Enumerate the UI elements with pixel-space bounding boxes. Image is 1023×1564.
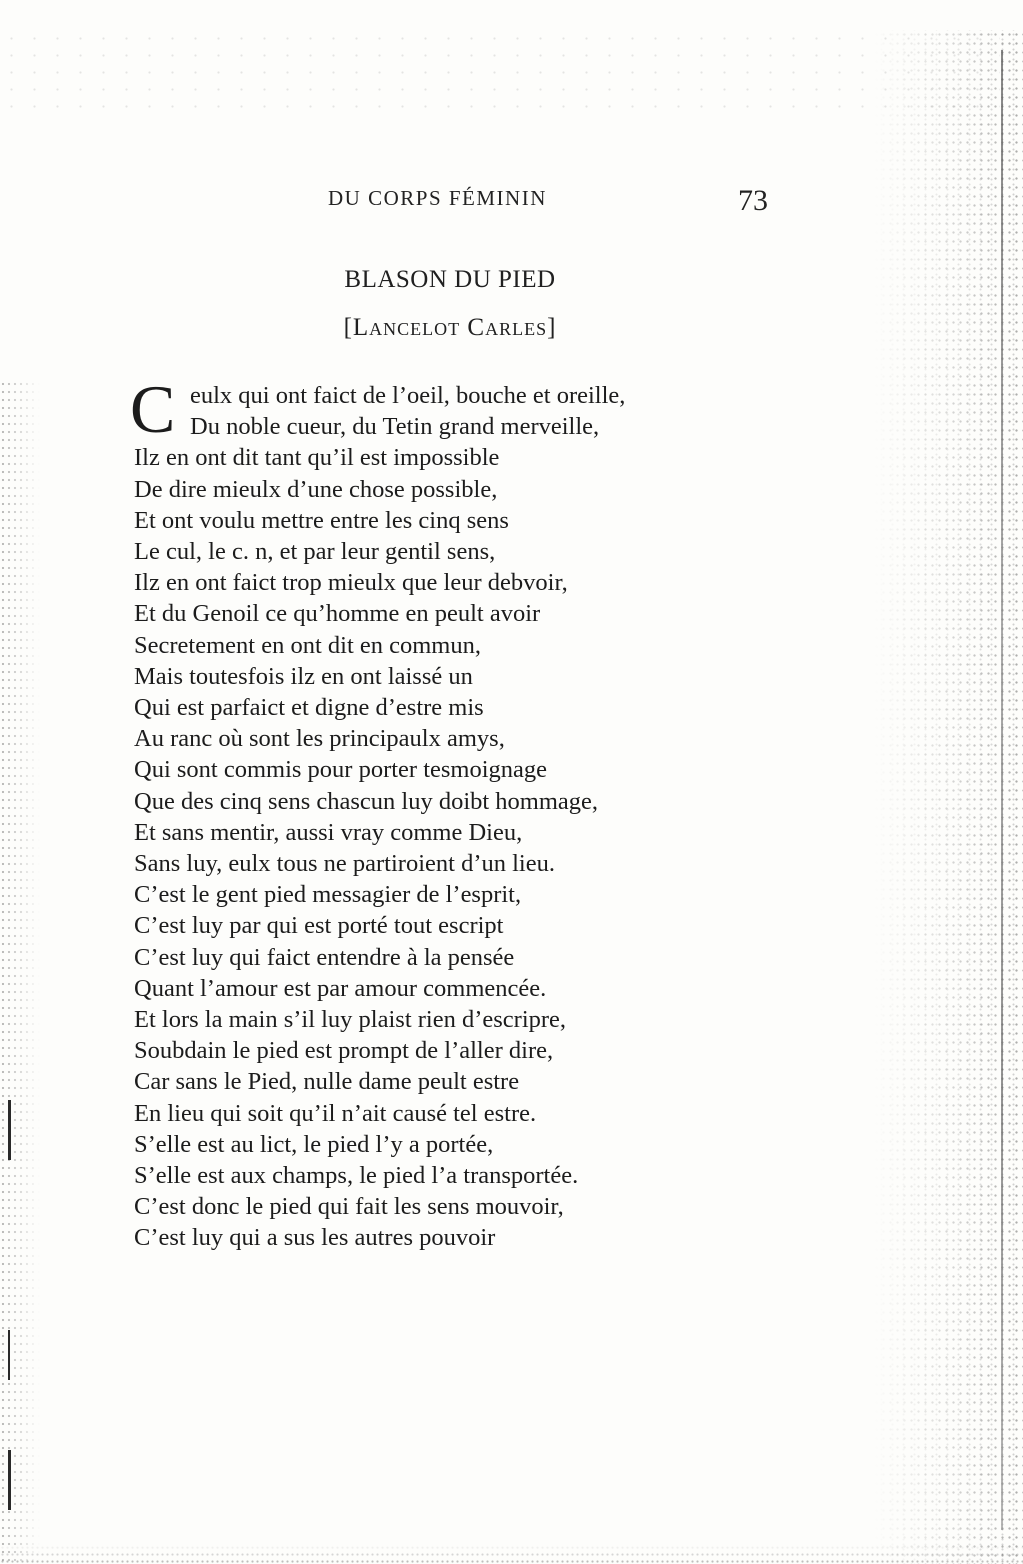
scan-noise-top xyxy=(0,30,1000,110)
poem-line: Secretement en ont dit en commun, xyxy=(134,631,481,659)
poem-title: BLASON DU PIED xyxy=(344,266,556,293)
poem-line: C’est le gent pied messagier de l’esprit, xyxy=(134,881,522,909)
scan-noise-left-edge xyxy=(0,380,40,1564)
poem-line: S’elle est aux champs, le pied l’a transportée. xyxy=(134,1162,579,1190)
poem-line: eulx qui ont faict de l’oeil, bouche et oreille, xyxy=(190,382,626,409)
poem-line: C’est luy qui faict entendre à la pensée xyxy=(134,943,515,971)
poem-line: En lieu qui soit qu’il n’ait causé tel estre. xyxy=(134,1099,537,1127)
poem-line: S’elle est au lict, le pied l’y a portée, xyxy=(134,1130,494,1158)
poem-line: Ilz en ont dit tant qu’il est impossible xyxy=(134,444,500,472)
poem-line: Du noble cueur, du Tetin grand merveille, xyxy=(190,413,600,441)
poem-line: C’est donc le pied qui fait les sens mouvoir, xyxy=(134,1193,564,1221)
poem-line: Quant l’amour est par amour commencée. xyxy=(134,974,547,1002)
scan-mark xyxy=(8,1450,11,1510)
poem-lines xyxy=(134,442,794,1253)
poem-line: Et lors la main s’il luy plaist rien d’escripre, xyxy=(134,1006,567,1034)
page-number: 73 xyxy=(738,184,768,217)
poem-line: Soubdain le pied est prompt de l’aller dire, xyxy=(134,1037,554,1065)
author-attribution: [Lancelot Carles] xyxy=(343,314,557,341)
poem-line: C’est luy par qui est porté tout escript xyxy=(134,912,504,940)
poem-line: Sans luy, eulx tous ne partiroient d’un lieu. xyxy=(134,850,555,878)
scan-noise-bottom xyxy=(0,1544,1023,1564)
poem-line: Et sans mentir, aussi vray comme Dieu, xyxy=(134,818,523,846)
running-header: DU CORPS FÉMININ xyxy=(328,186,547,210)
drop-cap: C xyxy=(130,371,176,447)
scan-mark xyxy=(8,1100,11,1160)
poem-line: Ilz en ont faict trop mieulx que leur debvoir, xyxy=(134,569,568,597)
scan-mark xyxy=(8,1330,10,1380)
poem-line: Et ont voulu mettre entre les cinq sens xyxy=(134,506,509,534)
poem-line: De dire mieulx d’une chose possible, xyxy=(134,475,498,503)
poem-line: C’est luy qui a sus les autres pouvoir xyxy=(134,1224,496,1252)
poem-line: Au ranc où sont les principaulx amys, xyxy=(134,725,505,753)
page-edge-shadow xyxy=(1001,50,1003,1530)
poem-line: Et du Genoil ce qu’homme en peult avoir xyxy=(134,600,541,628)
poem-line: Car sans le Pied, nulle dame peult estre xyxy=(134,1068,520,1096)
poem-line: Qui est parfaict et digne d’estre mis xyxy=(134,694,484,722)
poem-line: Le cul, le c. n, et par leur gentil sens, xyxy=(134,538,496,566)
poem-line: Qui sont commis pour porter tesmoignage xyxy=(134,756,548,784)
poem-line: Mais toutesfois ilz en ont laissé un xyxy=(134,662,473,690)
poem-body xyxy=(130,371,794,1254)
poem-line: Que des cinq sens chascun luy doibt hommage, xyxy=(134,787,599,815)
